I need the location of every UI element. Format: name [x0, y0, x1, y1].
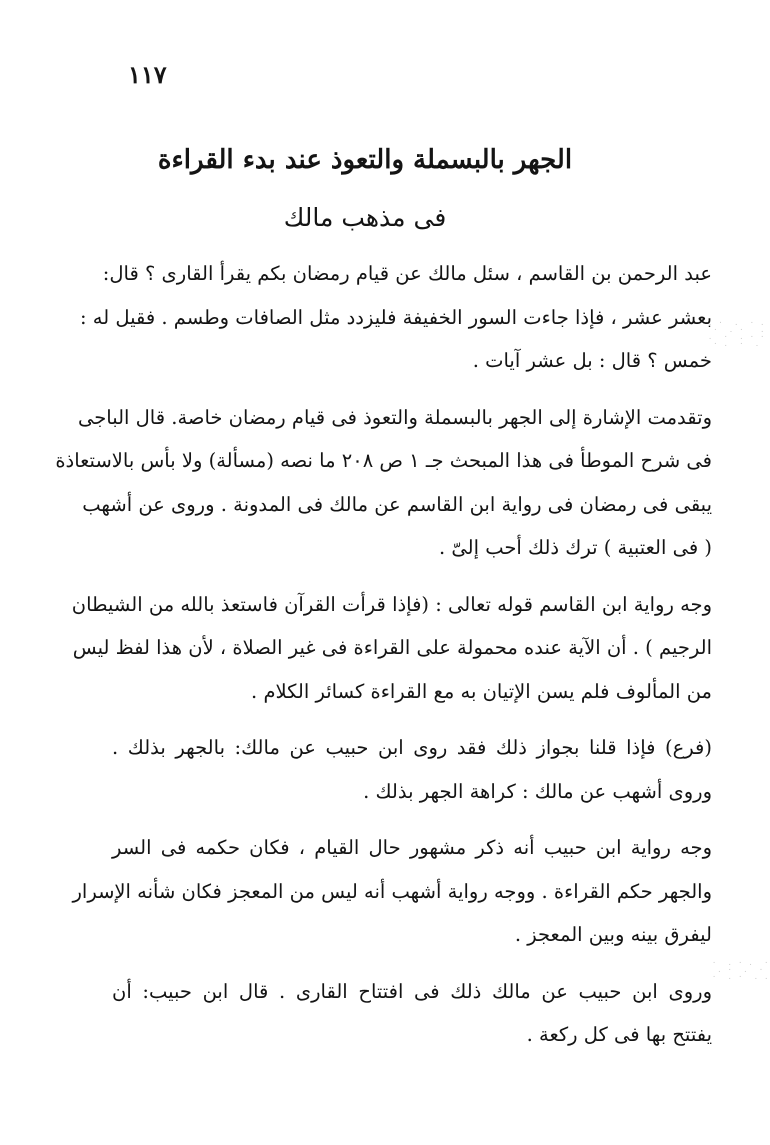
text-line: فى شرح الموطأ فى هذا المبحث جـ ١ ص ٢٠٨ ما نصه (مسألة) ولا بأس بالاستعاذة	[55, 449, 712, 472]
paragraph	[55, 396, 712, 570]
text-line: بعشر عشر ، فإذا جاءت السور الخفيفة فليزدد مثل الصافات وطسم . فقيل له :	[79, 305, 712, 329]
paragraph	[72, 826, 712, 957]
text-line: ( فى العتبية ) ترك ذلك أحب إلىّ .	[439, 536, 712, 559]
text-line: خمس ؟ قال : بل عشر آيات .	[472, 349, 712, 372]
text-line: (فرع) فإذا قلنا بجواز ذلك فقد روى ابن حبيب عن مالك: بالجهر بذلك .	[112, 736, 712, 759]
paragraph	[112, 726, 712, 813]
text-line: عبد الرحمن بن القاسم ، سئل مالك عن قيام رمضان بكم يقرأ القارى ؟ قال:	[102, 262, 712, 285]
text-line: وروى أشهب عن مالك : كراهة الجهر بذلك .	[363, 779, 712, 803]
text-line: وجه رواية ابن حبيب أنه ذكر مشهور حال القيام ، فكان حكمه فى السر	[112, 836, 712, 859]
text-line: يبقى فى رمضان فى رواية ابن القاسم عن مالك فى المدونة . وروى عن أشهب	[82, 492, 712, 516]
text-line: والجهر حكم القراءة . ووجه رواية أشهب أنه ليس من المعجز فكان شأنه الإسرار	[72, 879, 712, 903]
paragraph	[112, 970, 712, 1057]
paragraph	[79, 252, 712, 383]
text-line: من المألوف فلم يسن الإتيان به مع القراءة كسائر الكلام .	[251, 679, 712, 703]
text-line: وتقدمت الإشارة إلى الجهر بالبسملة والتعوذ فى قيام رمضان خاصة. قال الباجى	[77, 405, 712, 429]
scan-speckle: · . · . · . · . · · . · . .	[712, 959, 770, 981]
text-line: يفتتح بها فى كل ركعة .	[526, 1023, 712, 1046]
text-line: وجه رواية ابن القاسم قوله تعالى : (فإذا قرأت القرآن فاستعذ بالله من الشيطان	[71, 592, 712, 616]
page-number: ١١٧	[128, 60, 167, 89]
text-line: وروى ابن حبيب عن مالك ذلك فى افتتاح القارى . قال ابن حبيب: أن	[112, 979, 712, 1003]
chapter-subtitle: فى مذهب مالك	[283, 203, 447, 232]
text-line: ليفرق بينه وبين المعجز .	[514, 923, 712, 946]
body-text	[55, 252, 712, 1070]
text-line: الرجيم ) . أن الآية عنده محمولة على القراءة فى غير الصلاة ، لأن هذا لفظ ليس	[72, 636, 712, 659]
paragraph	[71, 583, 712, 714]
scan-speckle: . · . · . · . · . . · . · · · . · .	[708, 319, 766, 348]
chapter-title: الجهر بالبسملة والتعوذ عند بدء القراءة	[157, 145, 573, 175]
